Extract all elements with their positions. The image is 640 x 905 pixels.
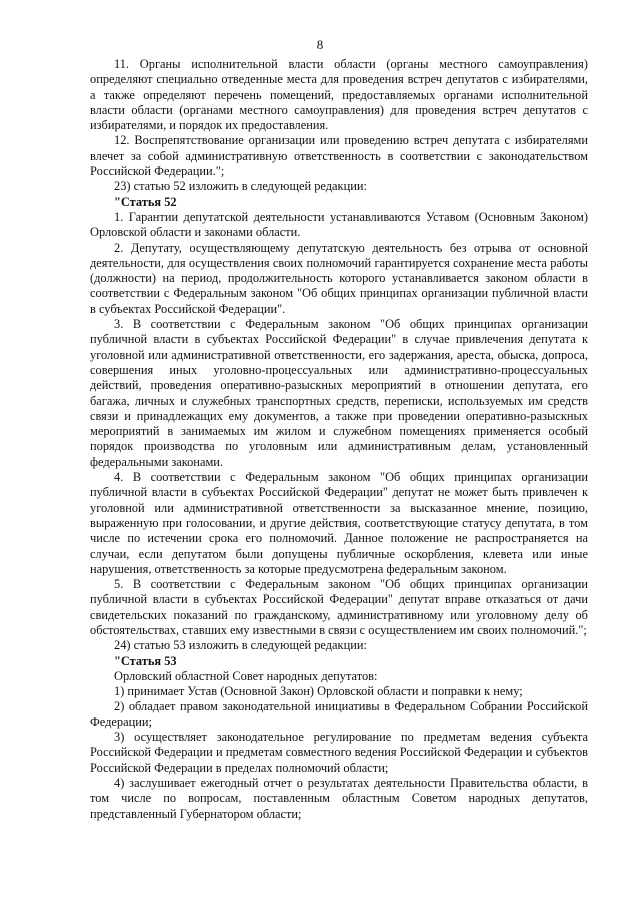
article-heading: "Статья 52 [114, 194, 177, 209]
article-heading: "Статья 53 [114, 653, 177, 668]
paragraph: 1. Гарантии депутатской деятельности устанавливаются Уставом (Основным Законом) Орловской области и законами области. [90, 209, 588, 240]
paragraph: 24) статью 53 изложить в следующей редакции: [114, 638, 367, 653]
list-item: 3) осуществляет законодательное регулирование по предметам ведения субъекта Российской Федерации и предметам совместного ведения Российской Федерации и субъектов Российской Федерации в пределах полномочий области; [90, 730, 588, 775]
paragraph: Орловский областной Совет народных депутатов: [114, 668, 378, 683]
list-item: 2) обладает правом законодательной инициативы в Федеральном Собрании Российской Федерации; [90, 699, 588, 729]
page-number: 8 [316, 37, 324, 52]
paragraph: 4. В соответствии с Федеральным законом "Об общих принципах организации публичной власти в субъектах Российской Федерации" депутат не может быть привлечен к уголовной или административной ответственности за высказанное мнение, позицию, выраженную при голосовании, и другие действия, соответствующие статусу депутата, в том числе по истечении срока его полномочий. Данное положение не распространяется на случаи, если депутатом были допущены публичные оскорбления, клевета или иные нарушения, ответственность за которые предусмотрена федеральным законом. [90, 470, 588, 576]
list-item: 4) заслушивает ежегодный отчет о результатах деятельности Правительства области, в том числе по вопросам, поставленным областным Советом народных депутатов, представленный Губернатором области; [90, 775, 588, 821]
paragraph: 2. Депутату, осуществляющему депутатскую деятельность без отрыва от основной деятельности, для осуществления своих полномочий гарантируется сохранение места работы (должности) на период, продолжительность которого устанавливается законом области в соответствии с Федеральным законом "Об общих принципах организации публичной власти в субъектах Российской Федерации". [90, 240, 588, 316]
paragraph: 23) статью 52 изложить в следующей редакции: [114, 179, 367, 194]
paragraph: 11. Органы исполнительной власти области (органы местного самоуправления) определяют специально отведенные места для проведения встреч депутатов с избирателями, а также определяют перечень помещений, предоставляемых органами исполнительной власти области (органами местного самоуправления) для проведения встреч депутатов с избирателями, и порядок их предоставления. [90, 57, 588, 133]
paragraph: 5. В соответствии с Федеральным законом "Об общих принципах организации публичной власти в субъектах Российской Федерации" депутат вправе отказаться от дачи свидетельских показаний по гражданскому, административному или уголовному делу об обстоятельствах, ставших ему известными в связи с осуществлением им своих полномочий."; [90, 577, 588, 637]
paragraph: 3. В соответствии с Федеральным законом "Об общих принципах организации публичной власти в субъектах Российской Федерации" в случае привлечения депутата к уголовной или административной ответственности, его задержания, ареста, обыска, допроса, совершения иных уголовно-процессуальных или административно-процессуальных действий, проведения оперативно-разыскных мероприятий в отношении депутата, его багажа, личных и служебных транспортных средств, переписки, используемых им средств связи и принадлежащих ему документов, а также при проведении оперативно-разыскных мероприятий в занимаемых им жилом и служебном помещениях применяется особый порядок производства по уголовным или административным делам, установленный федеральными законами. [90, 317, 588, 469]
document-body [90, 57, 588, 822]
list-item: 1) принимает Устав (Основной Закон) Орловской области и поправки к нему; [114, 684, 523, 699]
paragraph: 12. Воспрепятствование организации или проведению встреч депутата с избирателями влечет за собой административную ответственность в соответствии с законодательством Российской Федерации."; [90, 133, 588, 179]
